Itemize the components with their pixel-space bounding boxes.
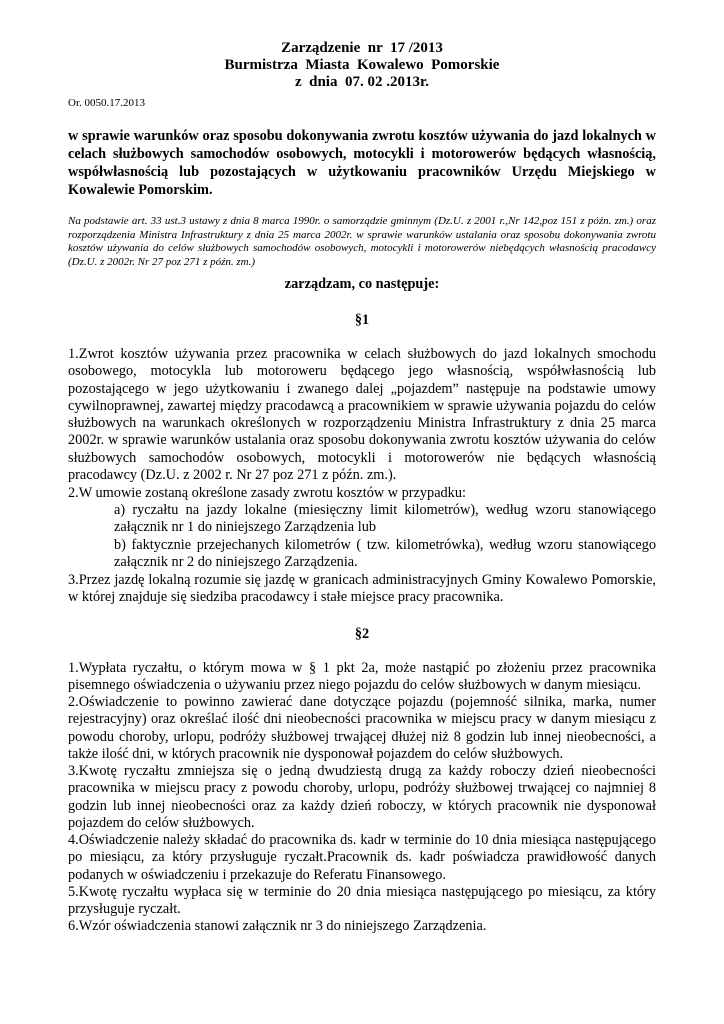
section-2-paragraph-4: 4.Oświadczenie należy składać do pracownika ds. kadr w terminie do 10 dnia miesiąca następującego po miesiącu, za który przysługuje ryczałt.Pracownik ds. kadr poświadcza prawidłowość danych podanych w oświadczeniu i przekazuje do Referatu Finansowego. (68, 832, 656, 883)
title-line-3: z dnia 07. 02 .2013r. (294, 74, 430, 90)
section-1-heading: §1 (354, 312, 370, 328)
section-2-paragraph-6: 6.Wzór oświadczenia stanowi załącznik nr 3 do niniejszego Zarządzenia. (68, 918, 487, 934)
document-title (0, 40, 724, 91)
section-1-paragraph-2: 2.W umowie zostaną określone zasady zwrotu kosztów w przypadku: (68, 485, 466, 501)
section-1-item-b: b) faktycznie przejechanych kilometrów ( tzw. kilometrówka), według wzoru stanowiącego załącznik nr 2 do niniejszego Zarządzenia. (114, 537, 656, 571)
section-2-paragraph-2: 2.Oświadczenie to powinno zawierać dane dotyczące pojazdu (pojemność silnika, marka, numer rejestracyjny) oraz określać ilość dni nieobecności pracownika w miejscu pracy w danym miesiącu z powodu choroby, urlopu, podróży służbowej trwającej dłużej niż 8 godzin lub innej nieobecności, a także ilość dni, w których pracownik nie dysponował pojazdem do celów służbowych. (68, 694, 656, 762)
section-1-paragraph-1: 1.Zwrot kosztów używania przez pracownika w celach służbowych do jazd lokalnych smochodu osobowego, motocykla lub motoroweru będącego jego własnością, współwłasnością lub pozostającego w jego użytkowaniu i zwanego dalej „pojazdem” następuje na podstawie umowy cywilnoprawnej, zawartej między pracodawcą a pracownikiem w sprawie używania pojazdu do celów służbowych na warunkach określonych w rozporządzeniu Ministra Infrastruktury z dnia 25 marca 2002r. w sprawie warunków ustalania oraz sposobu dokonywania zwrotu kosztów używania do celów służbowych samochodów osobowych, motocykli i motorowerów nie będących własnością pracodawcy (Dz.U. z 2002 r. Nr 27 poz 271 z późn. zm.). (68, 346, 656, 484)
legal-basis: Na podstawie art. 33 ust.3 ustawy z dnia 8 marca 1990r. o samorządzie gminnym (Dz.U. z 2001 r.,Nr 142,poz 151 z późn. zm.) oraz rozporządzenia Ministra Infrastruktury z dnia 25 marca 2002r. w sprawie warunków ustalania oraz sposobu dokonywania zwrotu kosztów używania do celów służbowych samochodów osobowych, motocykli i motorowerów niebędących własnością pracodawcy (Dz.U. z 2002r. Nr 27 poz 271 z późn. zm.) (68, 215, 656, 268)
section-2-paragraph-1: 1.Wypłata ryczałtu, o którym mowa w § 1 pkt 2a, może nastąpić po złożeniu przez pracownika pisemnego oświadczenia o używaniu przez niego pojazdu do celów służbowych w danym miesiącu. (68, 660, 656, 694)
section-2-paragraph-3: 3.Kwotę ryczałtu zmniejsza się o jedną dwudziestą drugą za każdy roboczy dzień nieobecności pracownika w miejscu pracy z powodu choroby, urlopu, podróży służbowej trwającej co najmniej 8 godzin lub innej nieobecności oraz za każdy dzień roboczy, w których pracownik nie dysponował pojazdem do celów służbowych. (68, 763, 656, 831)
reference-number: Or. 0050.17.2013 (68, 97, 145, 109)
decree-statement: zarządzam, co następuje: (284, 276, 440, 292)
title-line-2: Burmistrza Miasta Kowalewo Pomorskie (224, 57, 500, 73)
title-line-1: Zarządzenie nr 17 /2013 (281, 40, 443, 56)
section-1-item-a: a) ryczałtu na jazdy lokalne (miesięczny limit kilometrów), według wzoru stanowiącego załącznik nr 1 do niniejszego Zarządzenia lub (114, 502, 656, 536)
section-1-paragraph-3: 3.Przez jazdę lokalną rozumie się jazdę w granicach administracyjnych Gminy Kowalewo Pomorskie, w której znajduje się siedziba pracodawcy i stałe miejsce pracy pracownika. (68, 572, 656, 606)
section-2-paragraph-5: 5.Kwotę ryczałtu wypłaca się w terminie do 20 dnia miesiąca następującego po miesiącu, za który przysługuje ryczałt. (68, 884, 656, 918)
subject-paragraph: w sprawie warunków oraz sposobu dokonywania zwrotu kosztów używania do jazd lokalnych w celach służbowych samochodów osobowych, motocykli i motorowerów będących własnością, współwłasnością lub pozostających w użytkowaniu pracowników Urzędu Miejskiego w Kowalewie Pomorskim. (68, 128, 656, 198)
section-2-heading: §2 (354, 626, 370, 642)
